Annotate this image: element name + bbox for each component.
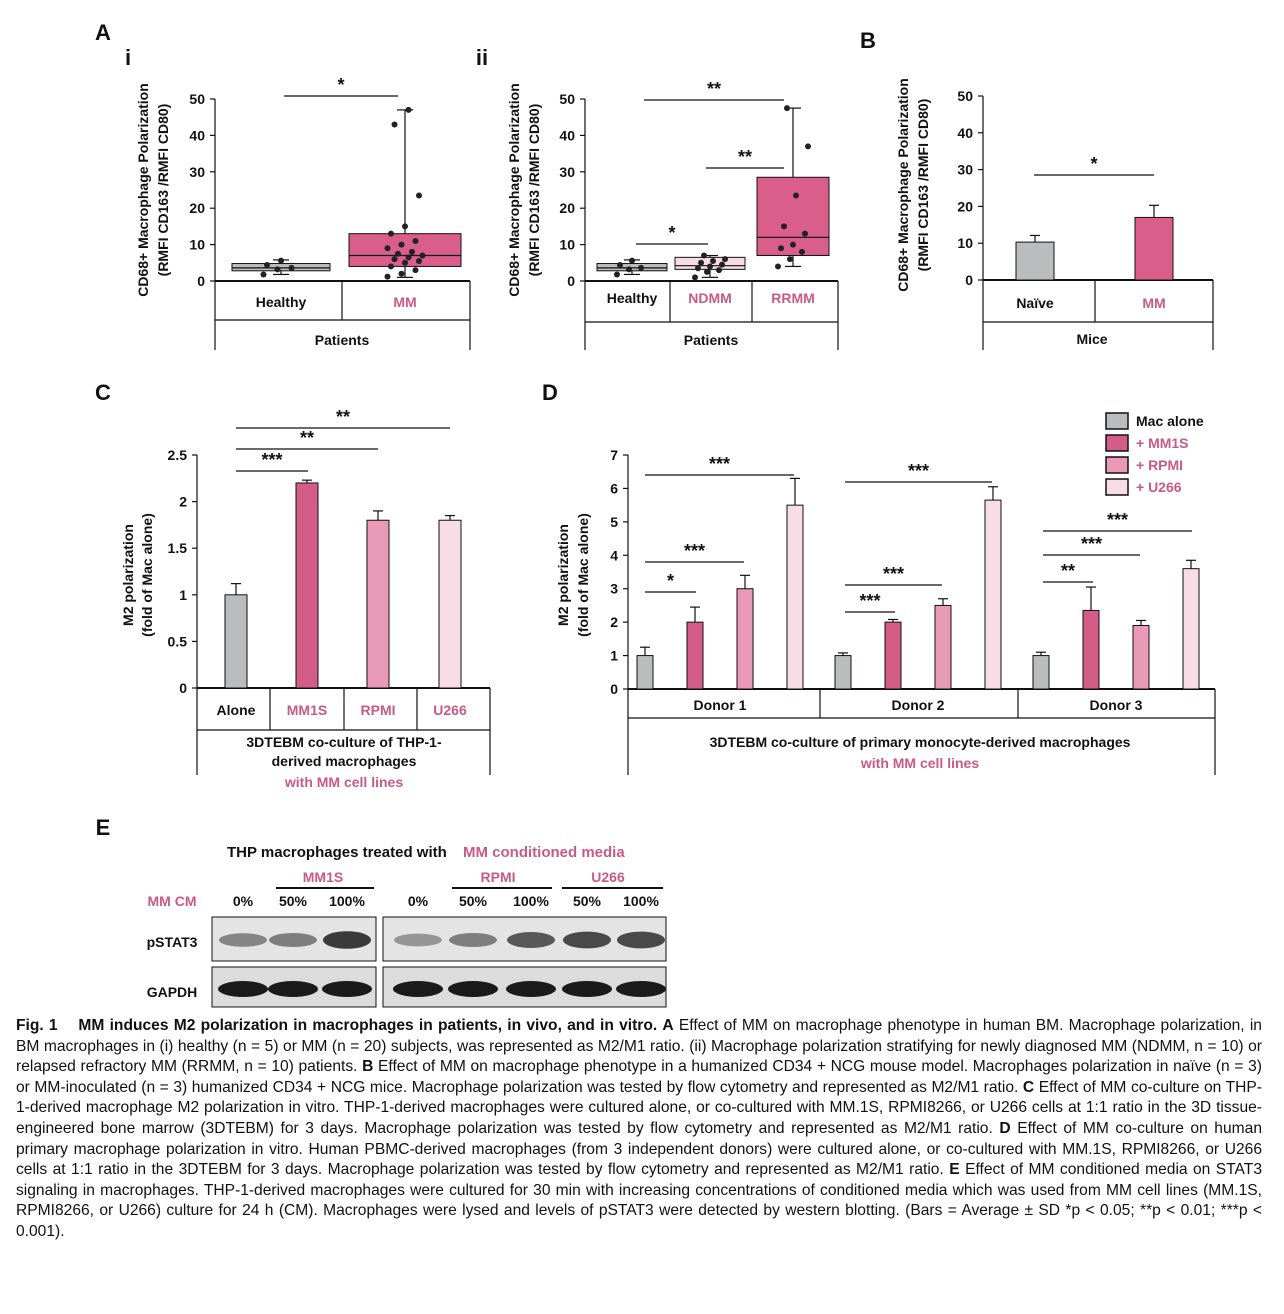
panel-c-ylabel: M2 polarization: [120, 524, 136, 626]
bar-MM: [1135, 217, 1173, 280]
data-point: [385, 245, 391, 251]
panel-c-cat-1: MM1S: [286, 702, 328, 718]
legend-swatch-1: [1106, 435, 1128, 451]
band-pstat3: [449, 933, 497, 947]
caption-text-a: Effect of MM on macrophage phenotype in human BM. Macrophage polarization, in BM macrophages in (i) healthy (n = 5) or MM (n = 20) subjects, was represented as M2/M1 ratio. (ii) Macrophage polarization stratifying for newly diagnosed MM (NDMM, n = 10) or relapsed refractory MM (RRMM, n = 10) patients.: [16, 1017, 1262, 1076]
panel-d-sig-4-label: ***: [859, 591, 881, 611]
panel-d-donor-1: Donor 1: [693, 697, 747, 713]
caption-text-c: Effect of MM co-culture on THP-1-derived macrophage M2 polarization in vitro. THP-1-derived macrophages were cultured alone, or co-cultured with MM.1S, RPMI8266, or U266 cells at 1:1 ratio in the 3D tissue-engineered bone marrow (3DTEBM) for 3 days. Macrophage polarization was tested by flow cytometry and represented as M2/M1 ratio.: [16, 1078, 1262, 1137]
caption-text-e: Effect of MM conditioned media on STAT3 signaling in macrophages. THP-1-derived macrophages were cultured for 30 min with increasing concentrations of conditioned media which was used from MM cell lines (MM.1S, RPMI8266, or U266) culture for 24 h (CM). Macrophages were lysed and levels of pSTAT3 were detected by western blotting. (Bars = Average ± SD *p < 0.05; **p < 0.01; ***p < 0.001).: [16, 1161, 1262, 1240]
panel-a-i-ylabel: CD68+ Macrophage Polarization: [135, 83, 151, 297]
data-point: [406, 107, 412, 113]
panel-d-y-tick-label: 7: [610, 447, 618, 463]
panel-e-lane-label: 50%: [572, 893, 602, 909]
panel-a-ii-ylabel: CD68+ Macrophage Polarization: [506, 83, 522, 297]
panel-c-cat-0: Alone: [216, 702, 256, 718]
panel-d-sig-7-label: **: [1060, 561, 1076, 581]
panel-e-group-rpmi: RPMI: [480, 869, 516, 885]
data-point: [719, 262, 725, 268]
data-point: [617, 262, 623, 268]
panel-b-xlabel: Mice: [1076, 331, 1108, 347]
panel-b-cat-1: MM: [1142, 295, 1166, 311]
panel-c-y-tick-label: 1.5: [167, 540, 187, 557]
panel-c-sig-2-label: **: [299, 428, 315, 448]
bar-donor1-0: [637, 656, 653, 689]
data-point: [781, 223, 787, 229]
panel-label-b: B: [860, 28, 876, 53]
panel-a-i-y-tick-label: 20: [189, 200, 205, 217]
panel-c-ylabel2: (fold of Mac alone): [139, 513, 155, 637]
panel-b-y-tick-label: 10: [957, 235, 973, 252]
bar-donor2-2: [935, 605, 951, 689]
band-pstat3: [394, 934, 442, 947]
panel-a-ii-xlabel: Patients: [683, 332, 739, 348]
data-point: [698, 260, 704, 266]
panel-e-lane-label: 0%: [407, 893, 429, 909]
band-gapdh: [322, 981, 372, 997]
band-gapdh: [506, 981, 556, 997]
panel-e-lane-label: 100%: [623, 893, 659, 909]
caption-text-b: Effect of MM on macrophage phenotype in a humanized CD34 + NCG mouse model. Macrophages polarization in naïve (n = 3) or MM-inoculated (n = 3) humanized CD34 + NCG mice. Macrophage polarization was tested by flow cytometry and represented as M2/M1 ratio.: [16, 1058, 1262, 1096]
panel-a-ii-y-tick-label: 20: [559, 200, 575, 217]
panel-a-ii-sig-3-label: **: [706, 79, 722, 99]
data-point: [399, 271, 405, 277]
bar-donor1-2: [737, 589, 753, 689]
panel-label-d: D: [542, 380, 558, 405]
box-Healthy: [232, 264, 330, 271]
panel-d-xlabel-1: 3DTEBM co-culture of primary monocyte-derived macrophages: [709, 734, 1131, 750]
panel-a-ii-cat-RRMM: RRMM: [771, 290, 815, 306]
panel-b-y-tick-label: 40: [957, 124, 973, 141]
data-point: [692, 274, 698, 280]
data-point: [790, 242, 796, 248]
panel-d-donor-3: Donor 3: [1089, 697, 1143, 713]
band-pstat3: [617, 932, 665, 949]
panel-d-y-tick-label: 4: [610, 547, 618, 564]
band-gapdh: [616, 981, 666, 997]
data-point: [710, 258, 716, 264]
data-point: [704, 269, 710, 275]
data-point: [805, 143, 811, 149]
band-pstat3: [269, 933, 317, 947]
panel-e-lane-label: 100%: [329, 893, 365, 909]
panel-b-y-tick-label: 20: [957, 198, 973, 215]
panel-b-y-tick-label: 30: [957, 161, 973, 178]
panel-label-a: A: [95, 20, 111, 45]
panel-a-i-y-tick-label: 40: [189, 127, 205, 144]
data-point: [413, 267, 419, 273]
bar-donor3-3: [1183, 569, 1199, 689]
figure-caption: [16, 1016, 1262, 1243]
panel-d-ylabel: M2 polarization: [555, 524, 571, 626]
panel-c-y-tick-label: 0: [179, 680, 187, 696]
data-point: [385, 274, 391, 280]
box-Healthy: [597, 264, 667, 271]
data-point: [802, 231, 808, 237]
panel-d-sig-8-label: ***: [1080, 534, 1103, 554]
data-point: [701, 253, 707, 259]
panel-a-ii-ylabel2: (RMFI CD163 /RMFI CD80): [526, 103, 542, 277]
data-point: [409, 249, 415, 255]
panel-d-ylabel2: (fold of Mac alone): [575, 513, 591, 637]
panel-label-a-ii: ii: [475, 45, 489, 70]
panel-c-xlabel-2: derived macrophages: [271, 753, 417, 769]
band-pstat3: [219, 933, 267, 947]
bar-U266: [439, 520, 461, 688]
bar-MM1S: [296, 483, 318, 688]
caption-label-a: A: [662, 1017, 674, 1034]
panel-a-i-cat-MM: MM: [393, 294, 417, 310]
bar-donor1-3: [787, 505, 803, 689]
panel-d-donor-2: Donor 2: [891, 697, 945, 713]
bar-donor3-2: [1133, 625, 1149, 689]
band-pstat3: [507, 932, 555, 948]
panel-a-i-y-tick-label: 0: [197, 273, 205, 289]
panel-b-y-tick-label: 0: [965, 272, 973, 288]
panel-d-y-tick-label: 1: [610, 647, 618, 664]
data-point: [784, 105, 790, 111]
data-point: [416, 192, 422, 198]
panel-d-sig-2-label: ***: [683, 541, 706, 561]
bar-Alone: [225, 595, 247, 688]
data-point: [289, 265, 295, 271]
bar-donor3-1: [1083, 610, 1099, 689]
bar-donor2-1: [885, 622, 901, 689]
panel-e-group-u266: U266: [591, 869, 625, 885]
panel-a-ii-y-tick-label: 0: [567, 273, 575, 289]
data-point: [402, 223, 408, 229]
panel-c-y-tick-label: 2.5: [167, 447, 187, 463]
panel-e-title-prefix: THP macrophages treated with: [227, 844, 447, 861]
legend-label-0: Mac alone: [1136, 413, 1204, 429]
panel-a-i-xlabel: Patients: [314, 332, 370, 348]
panel-e-lane-label: 50%: [278, 893, 308, 909]
caption-label-d: D: [999, 1119, 1011, 1137]
data-point: [264, 262, 270, 268]
panel-b-cat-0: Naïve: [1016, 295, 1054, 311]
panel-c-cat-3: U266: [433, 702, 467, 718]
panel-c-xlabel-1: 3DTEBM co-culture of THP-1-: [246, 734, 442, 750]
panel-e-group-mm1s: MM1S: [302, 869, 344, 885]
panel-c-y-tick-label: 0.5: [167, 633, 187, 650]
data-point: [388, 263, 394, 269]
panel-e-row-pstat3: pSTAT3: [146, 934, 198, 950]
data-point: [799, 249, 805, 255]
bar-donor2-0: [835, 656, 851, 689]
band-gapdh: [268, 981, 318, 997]
panel-c-sig-3-label: **: [335, 407, 351, 427]
data-point: [707, 263, 713, 269]
data-point: [392, 256, 398, 262]
data-point: [716, 267, 722, 273]
panel-d-y-tick-label: 5: [610, 513, 618, 530]
data-point: [629, 258, 635, 264]
panel-label-e: E: [95, 815, 111, 840]
panel-a-i-y-tick-label: 50: [189, 91, 205, 107]
panel-a-i-y-tick-label: 30: [189, 163, 205, 180]
data-point: [695, 265, 701, 271]
panel-a-i-sig-label: *: [337, 75, 345, 95]
panel-a-i-cat-Healthy: Healthy: [255, 294, 307, 310]
panel-b-ylabel: CD68+ Macrophage Polarization: [895, 78, 911, 292]
panel-a-ii-y-tick-label: 50: [559, 91, 575, 107]
panel-c-y-tick-label: 1: [179, 586, 187, 603]
band-pstat3: [323, 931, 371, 949]
panel-a-ii-cat-NDMM: NDMM: [688, 290, 732, 306]
data-point: [413, 238, 419, 244]
data-point: [722, 256, 728, 262]
panel-label-a-i: i: [124, 45, 132, 70]
data-point: [402, 260, 408, 266]
caption-fig-label: Fig. 1: [16, 1017, 58, 1034]
panel-d-sig-9-label: ***: [1106, 510, 1129, 530]
panel-a-ii-y-tick-label: 10: [559, 236, 575, 253]
legend-label-3: + U266: [1136, 479, 1182, 495]
caption-label-c: C: [1022, 1078, 1035, 1096]
band-gapdh: [448, 981, 498, 997]
panel-d-sig-3-label: ***: [708, 454, 731, 474]
caption-title: MM induces M2 polarization in macrophages in patients, in vivo, and in vitro.: [78, 1017, 658, 1034]
panel-e-lane-label: 50%: [458, 893, 488, 909]
panel-d-sig-1-label: *: [666, 571, 675, 591]
data-point: [775, 263, 781, 269]
data-point: [614, 271, 620, 277]
data-point: [399, 242, 405, 248]
panel-a-i-ylabel2: (RMFI CD163 /RMFI CD80): [155, 103, 171, 277]
panel-c-cat-2: RPMI: [360, 702, 396, 718]
panel-e-lane-label: 0%: [232, 893, 254, 909]
bar-donor2-3: [985, 500, 1001, 689]
panel-a-ii-y-tick-label: 30: [559, 163, 575, 180]
data-point: [793, 192, 799, 198]
panel-d-xlabel-2: with MM cell lines: [860, 755, 980, 771]
data-point: [416, 258, 422, 264]
band-gapdh: [218, 981, 268, 997]
panel-e-lane-label: 100%: [513, 893, 549, 909]
band-pstat3: [563, 932, 611, 949]
panel-c-y-tick-label: 2: [179, 493, 187, 510]
panel-e-title-pink: MM conditioned media: [463, 844, 625, 861]
panel-b-sig-label: *: [1090, 154, 1098, 174]
data-point: [787, 256, 793, 262]
panel-c-xlabel-3: with MM cell lines: [284, 774, 404, 790]
data-point: [778, 245, 784, 251]
legend-swatch-3: [1106, 479, 1128, 495]
caption-text-d: Effect of MM co-culture on human primary macrophage polarization in vitro. Human PBMC-derived macrophages (from 3 independent donors) were cultured alone, or co-cultured with MM.1S, RPMI8266, or U266 cells at 1:1 ratio in the 3DTEBM for 3 days. Macrophage polarization was tested by flow cytometry and represented as M2/M1 ratio.: [16, 1119, 1262, 1179]
panel-b-ylabel2: (RMFI CD163 /RMFI CD80): [915, 98, 931, 272]
band-gapdh: [393, 981, 443, 997]
panel-d-sig-5-label: ***: [882, 564, 905, 584]
panel-d-y-tick-label: 2: [610, 614, 618, 631]
data-point: [278, 258, 284, 264]
panel-d-y-tick-label: 0: [610, 681, 618, 697]
caption-label-e: E: [949, 1161, 960, 1179]
legend-label-2: + RPMI: [1136, 457, 1184, 473]
bar-RPMI: [367, 520, 389, 688]
panel-d-y-tick-label: 3: [610, 580, 618, 597]
panel-a-ii-sig-1-label: *: [668, 223, 676, 243]
legend-swatch-0: [1106, 413, 1128, 429]
data-point: [406, 254, 412, 260]
panel-a-i-y-tick-label: 10: [189, 236, 205, 253]
data-point: [638, 265, 644, 271]
panel-a-ii-sig-2-label: **: [737, 147, 753, 167]
panel-d-y-tick-label: 6: [610, 480, 618, 497]
data-point: [626, 266, 632, 272]
bar-Naïve: [1016, 242, 1054, 280]
panel-a-ii-y-tick-label: 40: [559, 127, 575, 144]
panel-c-sig-1-label: ***: [261, 450, 283, 470]
panel-e-row-gapdh: GAPDH: [146, 984, 198, 1000]
band-gapdh: [562, 981, 612, 997]
panel-a-ii-cat-Healthy: Healthy: [606, 290, 658, 306]
data-point: [420, 253, 426, 259]
panel-e-cm-label: MM CM: [147, 893, 197, 909]
data-point: [392, 121, 398, 127]
panel-d-sig-6-label: ***: [907, 461, 930, 481]
data-point: [261, 271, 267, 277]
bar-donor3-0: [1033, 656, 1049, 689]
bar-donor1-1: [687, 622, 703, 689]
legend-label-1: + MM1S: [1136, 435, 1189, 451]
panel-label-c: C: [95, 380, 111, 405]
data-point: [275, 266, 281, 272]
data-point: [388, 231, 394, 237]
legend-swatch-2: [1106, 457, 1128, 473]
data-point: [395, 251, 401, 257]
caption-label-b: B: [362, 1058, 374, 1076]
panel-b-y-tick-label: 50: [957, 88, 973, 104]
